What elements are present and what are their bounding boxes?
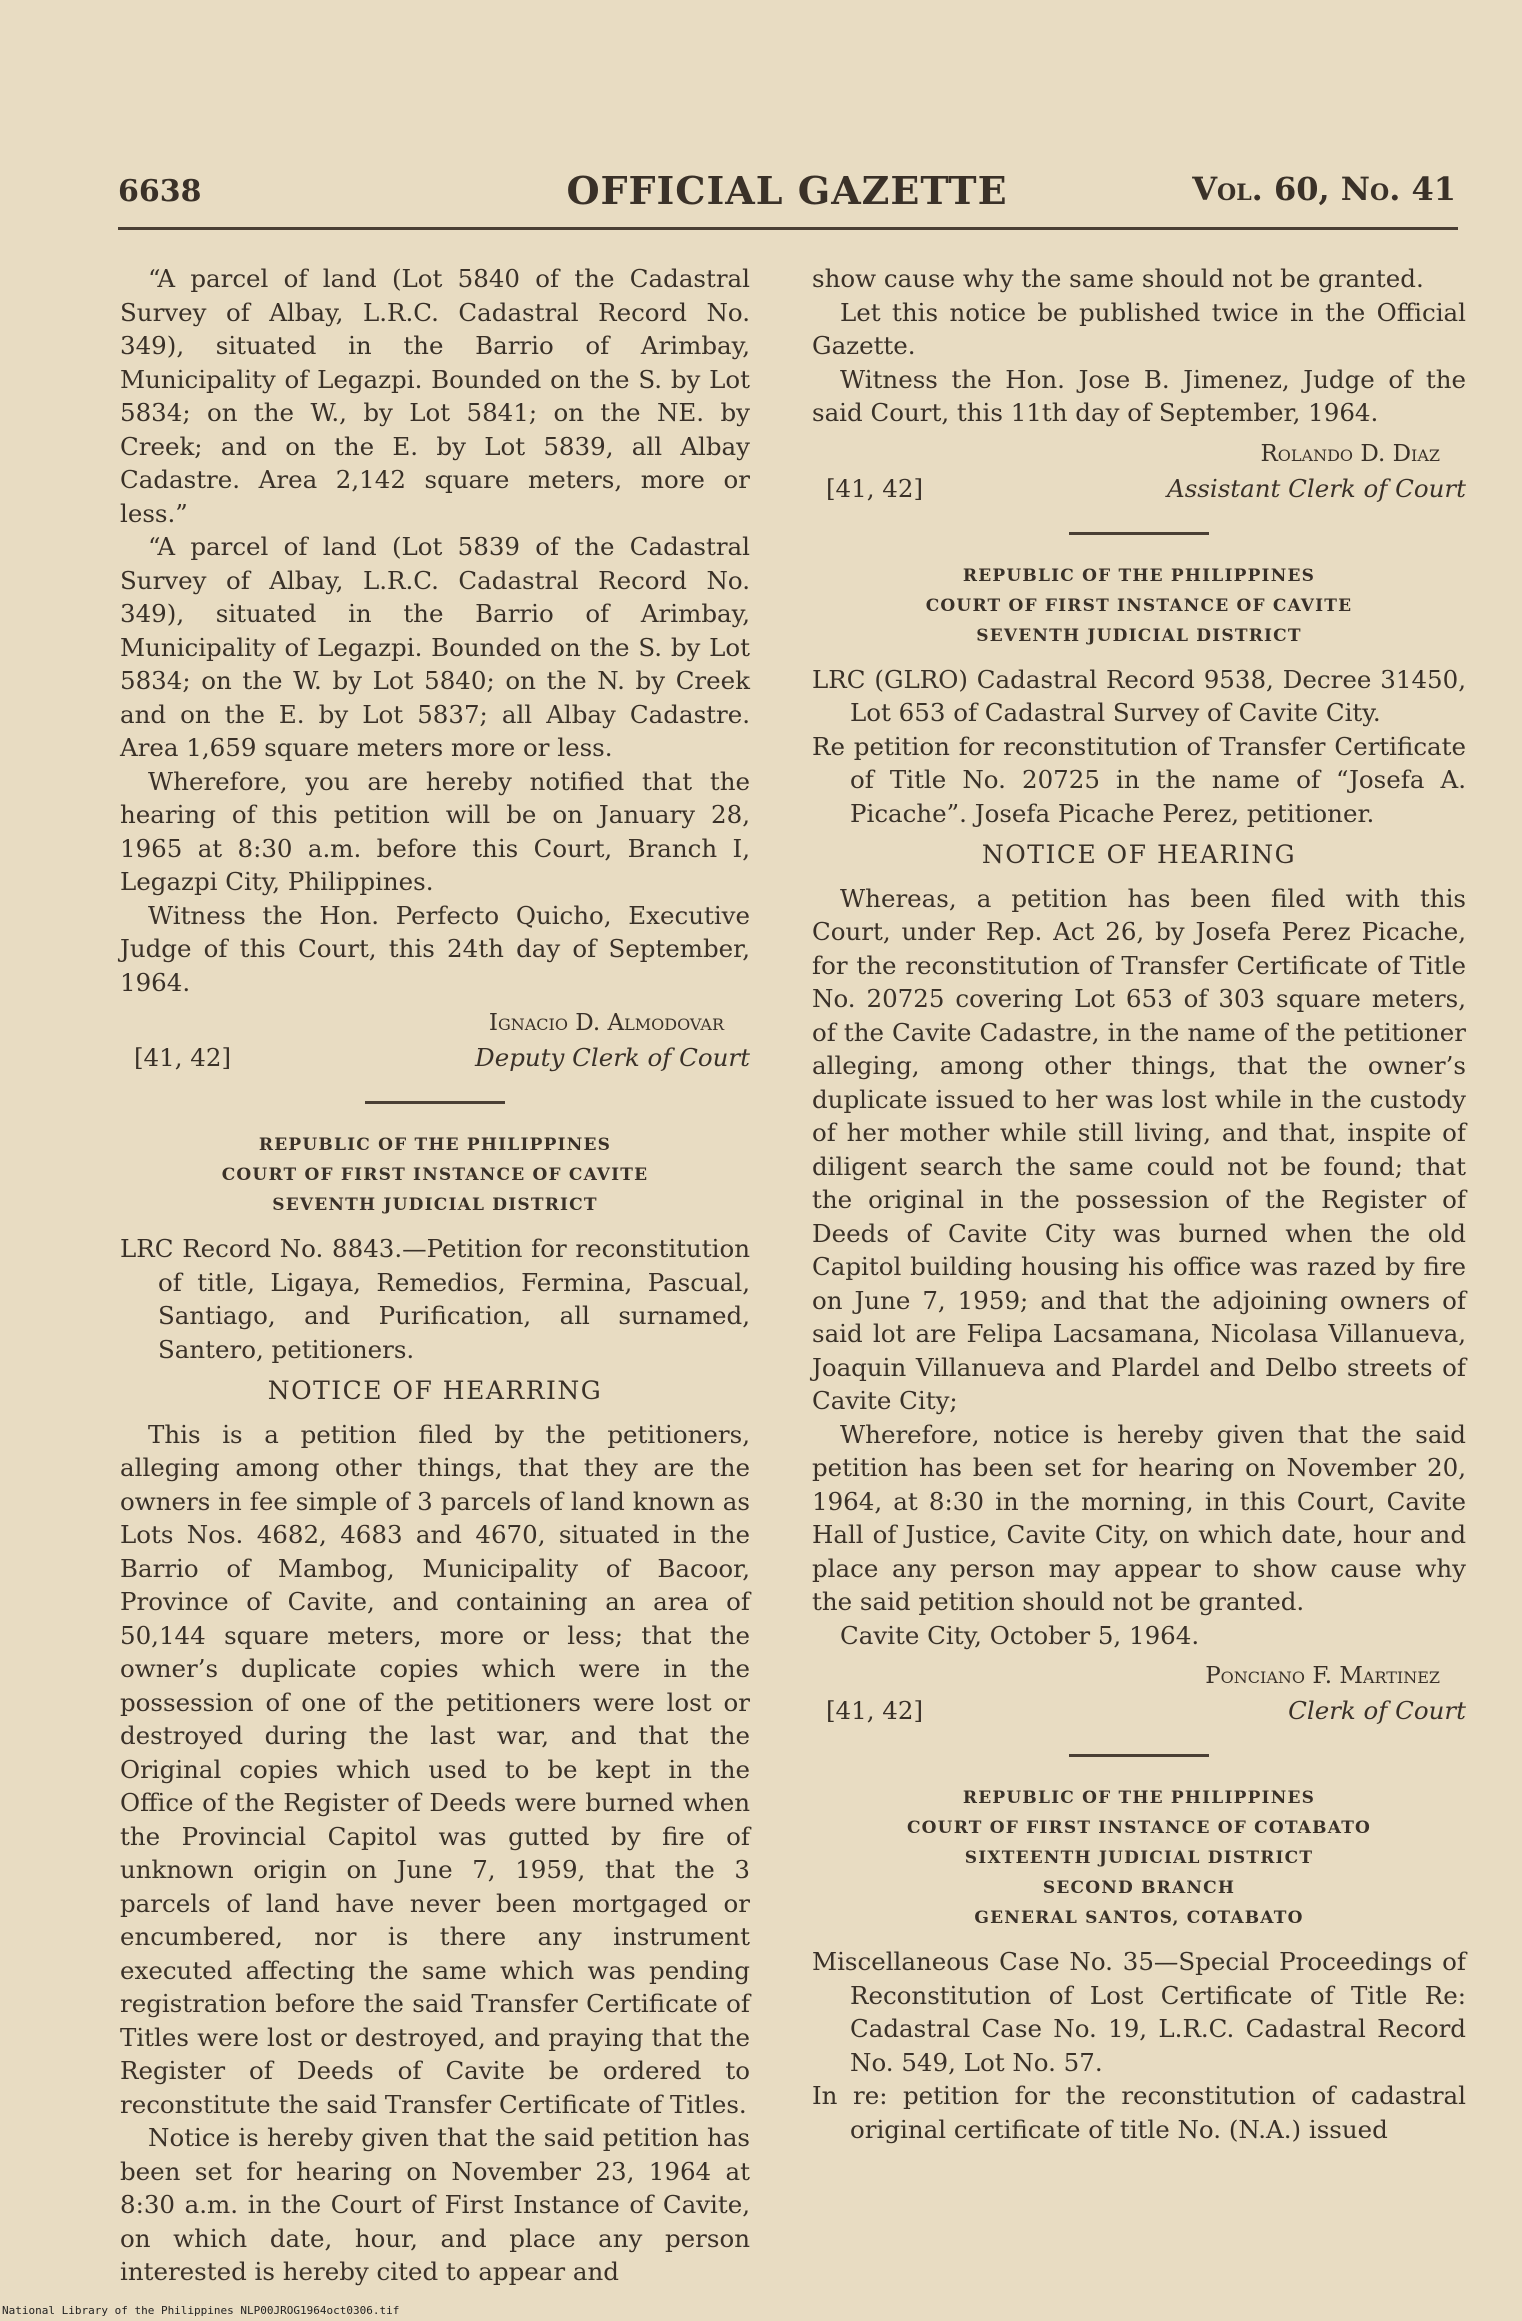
- notice-heading: NOTICE OF HEARING: [981, 840, 1297, 869]
- section-divider: [365, 1101, 505, 1104]
- issue-reference: [41, 42]: [826, 473, 924, 503]
- case-subtitle: Re petition for reconstitution of Transfer Certificate of Title No. 20725 in the name of “Josefa A. Picache”. Josefa Picache Perez, petitioner.: [812, 731, 1466, 828]
- court-heading: [812, 561, 1466, 651]
- paragraph: “A parcel of land (Lot 5839 of the Cadastral Survey of Albay, L.R.C. Cadastral Record No. 349), situated in the Barrio of Arimbay, Municipality of Legazpi. Bounded on the S. by Lot 5834; on the W. by Lot 5840; on the N. by Creek and on the E. by Lot 5837; all Albay Cadastre. Area 1,659 square meters more or less.: [120, 532, 750, 762]
- paragraph: Wherefore, notice is hereby given that the said petition has been set for hearing on November 20, 1964, at 8:30 in the morning, in this Court, Cavite Hall of Justice, Cavite City, on which date, hour and place any person may appear to show cause why the said petition should not be granted.: [812, 1419, 1466, 1616]
- court-heading-line: REPUBLIC OF THE PHILIPPINES: [962, 565, 1316, 586]
- paragraph: In re: petition for the reconstitution of cadastral original certificate of title No. (N.A.) issued: [812, 2081, 1466, 2144]
- publication-title: OFFICIAL GAZETTE: [566, 168, 1008, 213]
- signature-block: [812, 1660, 1466, 1728]
- section-divider: [1069, 1754, 1209, 1757]
- signature-block: [812, 438, 1466, 506]
- court-heading-line: COURT OF FIRST INSTANCE OF COTABATO: [906, 1818, 1372, 1838]
- volume-number: Vol. 60, No. 41: [1192, 170, 1456, 208]
- paragraph: show cause why the same should not be granted.: [812, 264, 1424, 293]
- issue-reference: [41, 42]: [134, 1043, 232, 1072]
- paragraph: Whereas, a petition has been filed with this Court, under Rep. Act 26, by Josefa Perez Picache, for the reconstitution of Transfer Certificate of Title No. 20725 covering Lot 653 of 303 square meters, of the Cavite Cadastre, in the name of the petitioner alleging, among other things, that the owner’s duplicate issued to her was lost while in the custody of her mother while still living, and that, inspite of diligent search the same could not be found; that the original in the possession of the Register of Deeds of Cavite City was burned when the old Capitol building housing his office was razed by fire on June 7, 1959; and that the adjoining owners of said lot are Felipa Lacsamana, Nicolasa Villanueva, Joaquin Villanueva and Plardel and Delbo streets of Cavite City;: [812, 883, 1466, 1415]
- signatory-role: Assistant Clerk of Court: [1167, 473, 1466, 503]
- paragraph: Notice is hereby given that the said petition has been set for hearing on November 23, 1964 at 8:30 a.m. in the Court of First Instance of Cavite, on which date, hour, and place any person interested is hereby cited to appear and: [120, 2123, 750, 2286]
- court-heading-line: COURT OF FIRST INSTANCE OF CAVITE: [925, 595, 1353, 616]
- page-number: 6638: [118, 174, 202, 209]
- paragraph: Wherefore, you are hereby notified that the hearing of this petition will be on January 28, 1965 at 8:30 a.m. before this Court, Branch I, Legazpi City, Philippines.: [120, 766, 750, 896]
- paragraph: Cavite City, October 5, 1964.: [840, 1620, 1200, 1650]
- court-heading-line: SEVENTH JUDICIAL DISTRICT: [272, 1195, 598, 1215]
- section-divider: [1069, 532, 1209, 535]
- court-heading-line: COURT OF FIRST INSTANCE OF CAVITE: [221, 1165, 649, 1185]
- paragraph: Let this notice be published twice in the Official Gazette.: [812, 297, 1466, 360]
- issue-reference: [41, 42]: [826, 1696, 924, 1725]
- left-column: [120, 262, 750, 2289]
- paragraph: Witness the Hon. Perfecto Quicho, Executive Judge of this Court, this 24th day of September, 1964.: [120, 900, 750, 997]
- signatory-name: Ponciano F. Martinez: [1205, 1663, 1440, 1689]
- signature-block: [120, 1007, 750, 1075]
- case-title: Miscellaneous Case No. 35—Special Proceedings of Reconstitution of Lost Certificate of Title Re: Cadastral Case No. 19, L.R.C. Cadastral Record No. 549, Lot No. 57.: [812, 1947, 1466, 2077]
- scan-footer: National Library of the Philippines NLP00JROG1964oct0306.tif: [2, 2304, 400, 2317]
- notice-heading: NOTICE OF HEARRING: [267, 1376, 603, 1405]
- paragraph: Witness the Hon. Jose B. Jimenez, Judge of the said Court, this 11th day of September, 1964.: [812, 364, 1466, 427]
- paragraph: This is a petition filed by the petitioners, alleging among other things, that they are the owners in fee simple of 3 parcels of land known as Lots Nos. 4682, 4683 and 4670, situated in the Barrio of Mambog, Municipality of Bacoor, Province of Cavite, and containing an area of 50,144 square meters, more or less; that the owner’s duplicate copies which were in the possession of one of the petitioners were lost or destroyed during the last war, and that the Original copies which used to be kept in the Office of the Register of Deeds were burned when the Provincial Capitol was gutted by fire of unknown origin on June 7, 1959, that the 3 parcels of land have never been mortgaged or encumbered, nor is there any instrument executed affecting the same which was pending registration before the said Transfer Certificate of Titles were lost or destroyed, and praying that the Register of Deeds of Cavite be ordered to reconstitute the said Transfer Certificate of Titles.: [120, 1419, 750, 2119]
- case-title: LRC Record No. 8843.—Petition for reconstitution of title, Ligaya, Remedios, Fermina, Pascual, Santiago, and Purification, all surnamed, Santero, petitioners.: [120, 1234, 750, 1364]
- right-column: [812, 262, 1466, 2146]
- court-heading-line: REPUBLIC OF THE PHILIPPINES: [962, 1788, 1316, 1808]
- court-heading-line: SECOND BRANCH: [1042, 1878, 1236, 1898]
- court-heading: [812, 1783, 1466, 1933]
- signatory-role: Clerk of Court: [1288, 1696, 1466, 1725]
- court-heading-line: GENERAL SANTOS, COTABATO: [974, 1908, 1304, 1928]
- court-heading: [120, 1130, 750, 1220]
- court-heading-line: SEVENTH JUDICIAL DISTRICT: [976, 625, 1302, 646]
- signatory-name: Rolando D. Diaz: [1260, 440, 1440, 467]
- court-heading-line: REPUBLIC OF THE PHILIPPINES: [258, 1135, 612, 1155]
- signatory-role: Deputy Clerk of Court: [475, 1043, 750, 1072]
- header-rule: [118, 227, 1458, 230]
- page-header: [118, 168, 1456, 218]
- court-heading-line: SIXTEENTH JUDICIAL DISTRICT: [964, 1848, 1314, 1868]
- signatory-name: Ignacio D. Almodovar: [488, 1010, 724, 1036]
- paragraph: “A parcel of land (Lot 5840 of the Cadastral Survey of Albay, L.R.C. Cadastral Record No. 349), situated in the Barrio of Arimbay, Municipality of Legazpi. Bounded on the S. by Lot 5834; on the W., by Lot 5841; on the NE. by Creek; and on the E. by Lot 5839, all Albay Cadastre. Area 2,142 square meters, more or less.”: [120, 264, 750, 528]
- case-title: LRC (GLRO) Cadastral Record 9538, Decree 31450, Lot 653 of Cadastral Survey of Cavite City.: [812, 664, 1466, 727]
